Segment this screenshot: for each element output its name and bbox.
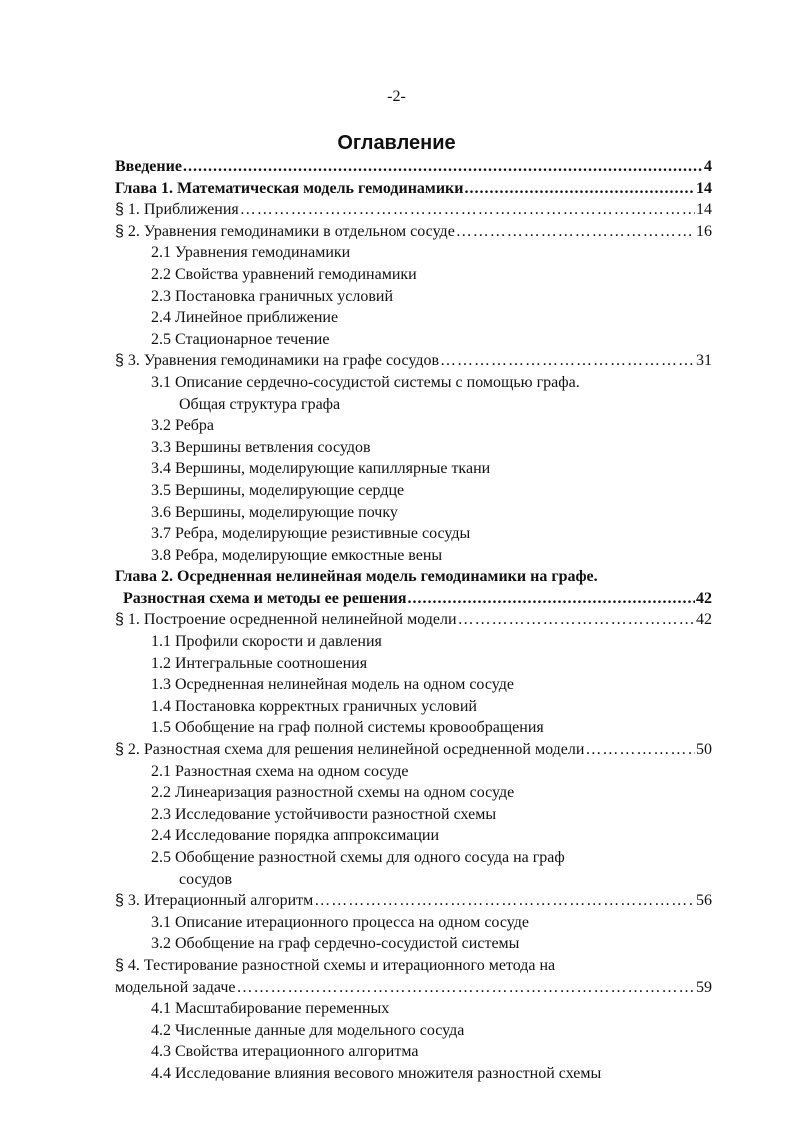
toc-entry-chapter-2[interactable]: Глава 2. Осредненная нелинейная модель гемодинамики на графе. [115, 568, 598, 586]
toc-entry-subsection[interactable]: 1.2 Интегральные соотношения [151, 654, 368, 672]
toc-entry-subsection[interactable]: 2.5 Обобщение разностной схемы для одного сосуда на граф [151, 849, 565, 866]
toc-entry-subsection[interactable]: 3.5 Вершины, моделирующие сердце [151, 481, 405, 499]
toc-entry-subsection[interactable]: 1.3 Осредненная нелинейная модель на одном сосуде [151, 676, 514, 694]
page-ref: 14 [696, 179, 712, 197]
toc-entry-subsection[interactable]: 3.1 Описание итерационного процесса на одном сосуде [151, 913, 529, 931]
toc-entry-subsection[interactable]: 4.1 Масштабирование переменных [151, 1000, 390, 1018]
toc-entry-section[interactable]: § 3. Уравнения гемодинамики на графе сосудов ……………………………………………………………………………………………………………………………………………………………………………………………………………… 31 [115, 350, 712, 372]
toc-entry-subsection[interactable]: 1.4 Постановка корректных граничных условий [151, 697, 477, 715]
toc-entry-subsection[interactable]: 2.1 Разностная схема на одном сосуде [151, 762, 409, 780]
page-ref: 4 [704, 158, 712, 175]
toc-entry-subsection[interactable]: 1.5 Обобщение на граф полной системы кровообращения [151, 719, 544, 737]
page-title: Оглавление [337, 132, 456, 154]
toc-entry-subsection[interactable]: 1.1 Профили скорости и давления [151, 633, 382, 651]
toc-entry-subsection[interactable]: 4.3 Свойства итерационного алгоритма [151, 1043, 419, 1061]
toc-entry-chapter-2-continuation[interactable]: Разностная схема и методы ее решения ..... 42 [115, 588, 712, 610]
toc-entry-subsection[interactable]: 4.4 Исследование влияния весового множителя разностной схемы [151, 1064, 602, 1082]
toc-entry-subsection[interactable]: 2.3 Постановка граничных условий [151, 287, 394, 305]
toc-entry-chapter-1[interactable]: Глава 1. Математическая модель гемодинамики ..... 14 [115, 178, 712, 200]
toc-entry-subsection[interactable]: 2.3 Исследование устойчивости разностной схемы [151, 805, 497, 823]
table-of-contents [115, 156, 712, 1085]
toc-entry-subsection[interactable]: 2.2 Свойства уравнений гемодинамики [151, 265, 417, 283]
toc-entry-subsection[interactable]: 3.2 Ребра [151, 417, 215, 435]
toc-entry-subsection[interactable]: 3.3 Вершины ветвления сосудов [151, 438, 371, 456]
toc-entry-subsection[interactable]: 2.2 Линеаризация разностной схемы на одном сосуде [151, 784, 515, 802]
toc-entry-subsection[interactable]: 3.2 Обобщение на граф сердечно-сосудистой системы [151, 935, 520, 953]
toc-entry-section[interactable]: § 2. Разностная схема для решения нелинейной осредненной модели ……………………………………………………………………………………………………………………………………………………………………………………………………………… 50 [115, 739, 712, 761]
page-ref: 14 [696, 201, 712, 219]
toc-entry-continuation[interactable]: Общая структура графа [179, 395, 341, 413]
page-ref: 16 [696, 222, 712, 240]
section-sign: § [115, 611, 124, 629]
toc-entry-subsection[interactable]: 3.1 Описание сердечно-сосудистой системы с помощью графа. [151, 373, 580, 391]
toc-entry-section[interactable]: § 3. Итерационный алгоритм ……………………………………………………………………………………………………………………………………………………………………………………………………………… 56 [115, 890, 712, 912]
page-ref: 50 [696, 741, 712, 759]
toc-entry-subsection[interactable]: 2.4 Исследование порядка аппроксимации [151, 827, 439, 845]
section-sign: § [115, 222, 124, 240]
toc-entry-subsection[interactable]: 2.5 Стационарное течение [151, 330, 330, 348]
section-sign: § [115, 352, 124, 370]
toc-entry-subsection[interactable]: 3.8 Ребра, моделирующие емкостные вены [151, 546, 443, 564]
section-sign: § [115, 956, 124, 974]
section-sign: § [115, 201, 124, 219]
page-ref: 56 [696, 892, 712, 910]
toc-entry-section[interactable]: § 2. Уравнения гемодинамики в отдельном сосуде ……………………………………………………………………………………………………………………………………………………………………………………………………………… 16 [115, 221, 712, 243]
page-ref: 31 [696, 352, 712, 370]
page-ref: 59 [696, 978, 712, 996]
section-sign: § [115, 892, 124, 910]
toc-entry-subsection[interactable]: 2.4 Линейное приближение [151, 309, 339, 327]
page-number: -2- [387, 88, 406, 105]
section-sign: § [115, 741, 124, 759]
toc-entry-section[interactable]: § 1. Приближения ……………………………………………………………………………………………………………………………………………………………………………………………………………… 14 [115, 199, 712, 221]
toc-entry-section[interactable]: § 4. Тестирование разностной схемы и итерационного метода на [115, 956, 556, 974]
page-ref: 42 [696, 611, 712, 629]
toc-entry-continuation[interactable]: сосудов [179, 870, 233, 888]
toc-entry-section-continuation[interactable]: модельной задаче ……………………………………………………………………………………………………………………………………………………………………………………………………………… 59 [115, 977, 712, 999]
toc-entry-section[interactable]: § 1. Построение осредненной нелинейной модели ……………………………………………………………………………………………………………………………………………………………………………………………………………… 42 [115, 609, 712, 631]
toc-entry-introduction[interactable]: Введение ..... 4 [115, 156, 712, 178]
toc-entry-subsection[interactable]: 3.6 Вершины, моделирующие почку [151, 503, 398, 521]
toc-entry-subsection[interactable]: 3.7 Ребра, моделирующие резистивные сосуды [151, 525, 471, 543]
toc-entry-subsection[interactable]: 4.2 Численные данные для модельного сосуда [151, 1021, 465, 1039]
page-ref: 42 [696, 589, 712, 607]
toc-entry-subsection[interactable]: 3.4 Вершины, моделирующие капиллярные ткани [151, 460, 491, 478]
toc-entry-subsection[interactable]: 2.1 Уравнения гемодинамики [151, 244, 351, 262]
